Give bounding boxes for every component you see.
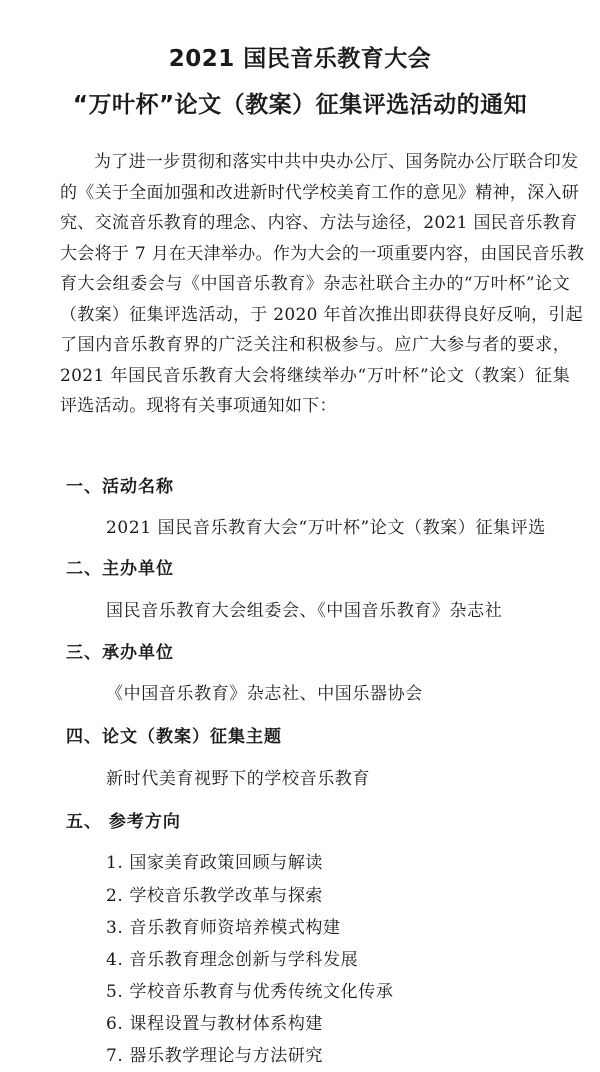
document-title-line-2: “万叶杯”论文（教案）征集评选活动的通知: [72, 92, 528, 118]
reference-direction-item: 5. 学校音乐教育与优秀传统文化传承: [106, 982, 394, 1002]
reference-direction-item: 3. 音乐教育师资培养模式构建: [106, 918, 341, 938]
reference-direction-item: 7. 器乐教学理论与方法研究: [106, 1046, 324, 1066]
document-title-line-1: 2021 国民音乐教育大会: [168, 46, 432, 72]
intro-line: 大会将于 7 月在天津举办。作为大会的一项重要内容，由国民音乐教: [60, 243, 585, 264]
intro-line: 究、交流音乐教育的理念、内容、方法与途径，2021 国民音乐教育: [60, 213, 578, 233]
reference-direction-item: 2. 学校音乐教学改革与探索: [106, 886, 324, 906]
section-heading-organizer: 二、主办单位: [66, 559, 174, 579]
intro-line: 评选活动。现将有关事项通知如下：: [60, 396, 337, 416]
section-heading-activity-name: 一、活动名称: [66, 477, 174, 497]
intro-line: 为了进一步贯彻和落实中共中央办公厅、国务院办公厅联合印发: [94, 152, 579, 172]
section-content-activity-name: 2021 国民音乐教育大会“万叶杯”论文（教案）征集评选: [106, 518, 546, 538]
section-heading-host: 三、承办单位: [66, 643, 174, 663]
intro-line: 了国内音乐教育界的广泛关注和积极参与。应广大参与者的要求，: [60, 335, 570, 355]
section-content-host: 《中国音乐教育》杂志社、中国乐器协会: [106, 684, 423, 704]
reference-direction-item: 4. 音乐教育理念创新与学科发展: [106, 950, 359, 970]
intro-line: 2021 年国民音乐教育大会将继续举办“万叶杯”论文（教案）征集: [60, 365, 570, 386]
reference-direction-item: 1. 国家美育政策回顾与解读: [106, 853, 324, 873]
intro-line: （教案）征集评选活动，于 2020 年首次推出即获得良好反响，引起: [60, 304, 583, 325]
section-heading-theme: 四、论文（教案）征集主题: [66, 727, 282, 747]
section-content-organizer: 国民音乐教育大会组委会、《中国音乐教育》杂志社: [106, 601, 503, 621]
intro-paragraph: [60, 147, 585, 422]
section-content-theme: 新时代美育视野下的学校音乐教育: [106, 769, 370, 789]
intro-line: 育大会组委会与《中国音乐教育》杂志社联合主办的“万叶杯”论文: [60, 274, 570, 294]
reference-direction-item: 6. 课程设置与教材体系构建: [106, 1014, 324, 1034]
intro-line: 的《关于全面加强和改进新时代学校美育工作的意见》精神，深入研: [60, 182, 579, 203]
section-heading-reference-directions: 五、 参考方向: [66, 812, 181, 832]
